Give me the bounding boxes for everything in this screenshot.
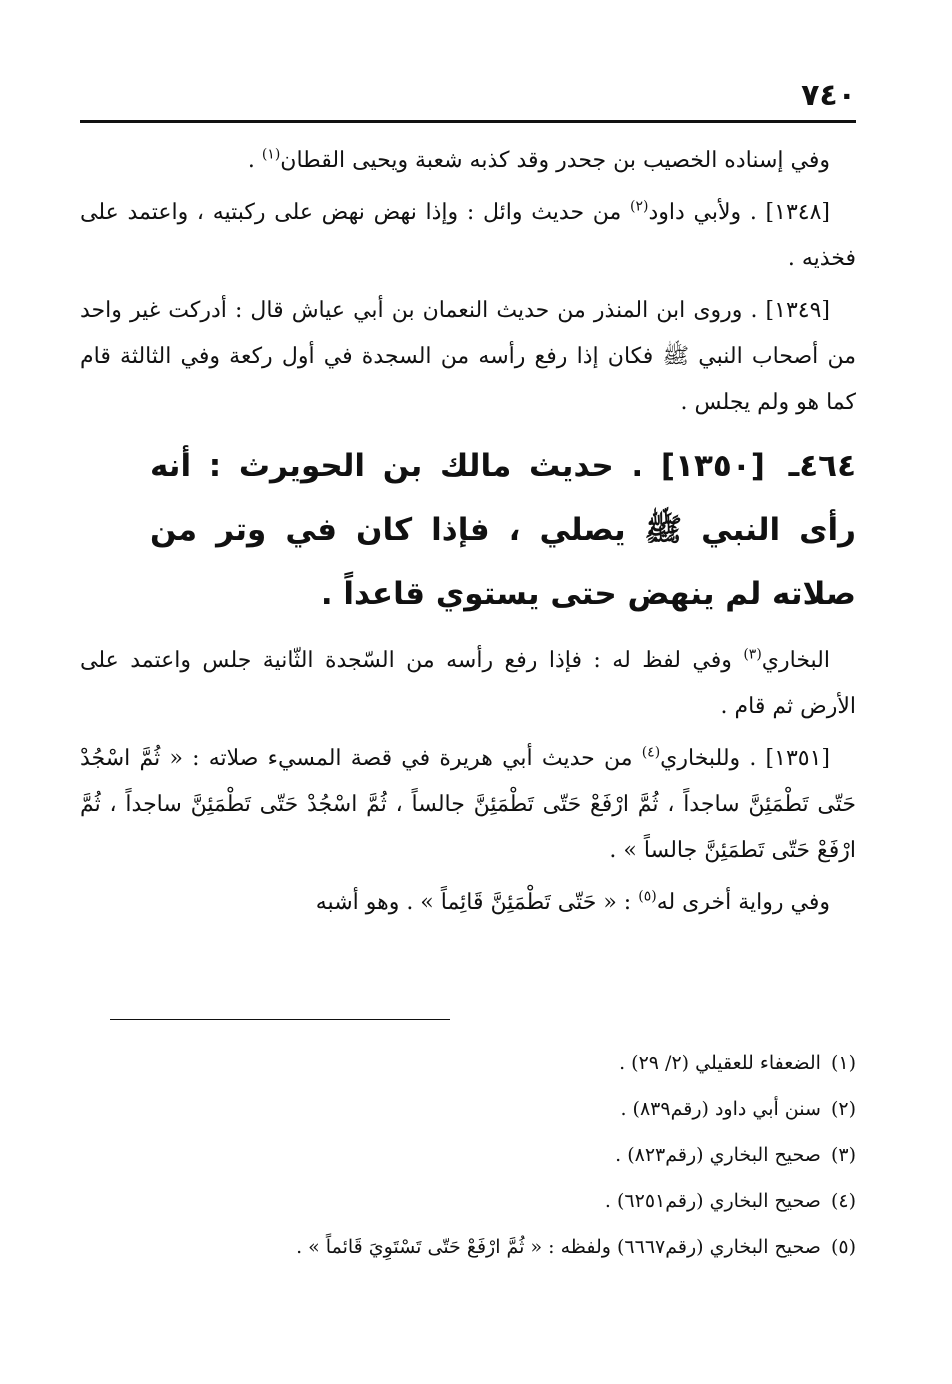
paragraph-1349: [١٣٤٩] . وروى ابن المنذر من حديث النعمان بن أبي عياش قال : أدركت غير واحد من أصحاب النبي ﷺ فكان إذا رفع رأسه من السجدة في أول ركعة وفي الثالثة قام كما هو ولم يجلس . (80, 298, 856, 415)
hadith-text: [١٣٥٠] . حديث مالك بن الحويرث : أنه رأى النبي ﷺ يصلي ، فإذا كان في وتر من صلاته لم ينهض حتى يستوي قاعداً . (150, 448, 856, 612)
footnote-number: (٥) (830, 1236, 856, 1258)
header-rule (80, 120, 856, 123)
footnote-ref[interactable]: (١) (261, 146, 281, 163)
footnotes (80, 1040, 856, 1270)
footnote-text: الضعفاء للعقيلي (٢/ ٢٩) . (619, 1052, 821, 1074)
paragraph-text: [١٣٥١] . وللبخاري (660, 746, 830, 771)
footnote-ref[interactable]: (٤) (641, 744, 661, 761)
footnote-number: (٢) (830, 1098, 856, 1120)
paragraph-1351 (80, 736, 856, 874)
book-page (80, 0, 856, 1384)
paragraph-text: : « حَتّى تَطْمَئِنَّ قَائِماً » . وهو أشبه (315, 890, 639, 915)
footnote-text: صحيح البخاري (رقم٦٢٥١) . (604, 1190, 821, 1212)
paragraph-bukhari-wording (80, 638, 856, 730)
footnote-ref[interactable]: (٥) (638, 888, 657, 905)
body-text (80, 138, 856, 932)
footnote-number: (١) (830, 1052, 856, 1074)
paragraph-text: [١٣٤٨] . ولأبي داود (648, 200, 830, 225)
paragraph-text: من حديث أبي هريرة في قصة المسيء صلاته : « ثُمَّ اسْجُدْ حَتّى تَطْمَئِنَّ ساجداً ، ثُمَّ ارْفَعْ حَتّى تَطْمَئِنَّ جالساً ، ثُمَّ اسْجُدْ حَتّى تَطْمَئِنَّ ساجداً ، ثُمَّ ارْفَعْ حَتّى تَطمَئِنَّ جالساً » . (80, 746, 856, 863)
paragraph-text: . (247, 148, 262, 173)
footnote-item (80, 1040, 856, 1086)
footnote-text: صحيح البخاري (رقم٦٦٦٧) ولفظه : « ثُمَّ ارْفَعْ حَتّى تَسْتَوِيَ قَائماً » . (296, 1236, 821, 1258)
paragraph-isnad-note (80, 138, 856, 184)
page-number: ٧٤٠ (801, 78, 856, 113)
footnote-ref[interactable]: (٢) (630, 198, 649, 215)
footnote-text: صحيح البخاري (رقم٨٢٣) . (615, 1144, 821, 1166)
paragraph-text: وفي رواية أخرى له (656, 890, 830, 915)
footnote-text: سنن أبي داود (رقم٨٣٩) . (620, 1098, 821, 1120)
hadith-heading (80, 434, 856, 626)
footnote-item (80, 1132, 856, 1178)
paragraph-other-narration (80, 880, 856, 926)
footnote-item (80, 1086, 856, 1132)
paragraph-text: من حديث وائل : وإذا نهض نهض على ركبتيه ، واعتمد على فخذيه . (80, 200, 856, 271)
footnote-number: (٣) (830, 1144, 856, 1166)
footnote-item (80, 1178, 856, 1224)
paragraph-1348 (80, 190, 856, 282)
paragraph-text: وفي إسناده الخصيب بن جحدر وقد كذبه شعبة ويحيى القطان (280, 148, 830, 173)
paragraph-text: وفي لفظ له : فإذا رفع رأسه من السّجدة الثّانية جلس واعتمد على الأرض ثم قام . (80, 648, 856, 719)
footnote-ref[interactable]: (٣) (743, 646, 762, 663)
hadith-number: ٤٦٤ـ (788, 448, 857, 484)
footnote-number: (٤) (830, 1190, 856, 1212)
footnote-item (80, 1224, 856, 1270)
footnote-separator (110, 1019, 450, 1020)
paragraph-text: البخاري (761, 648, 830, 673)
